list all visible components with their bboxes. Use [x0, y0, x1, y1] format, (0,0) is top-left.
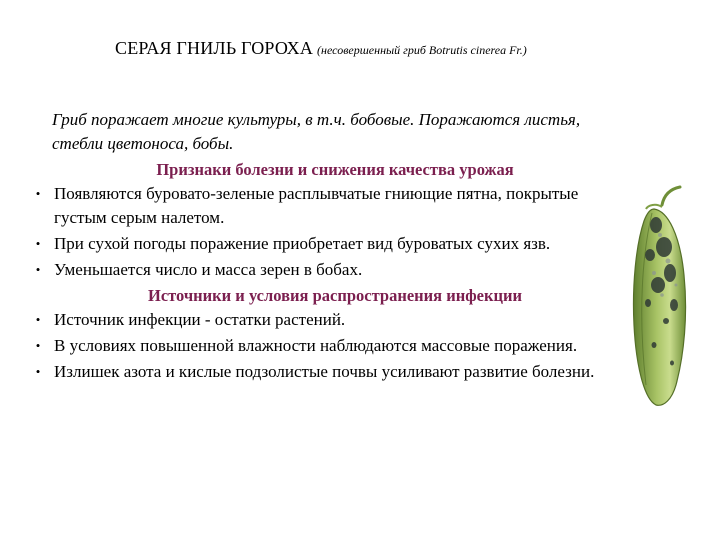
- bullet-icon: •: [35, 312, 41, 327]
- list-item: [30, 182, 620, 230]
- section-heading-symptoms: Признаки болезни и снижения качества урожая: [156, 160, 514, 179]
- title-main: СЕРАЯ ГНИЛЬ ГОРОХА: [115, 38, 314, 58]
- infected-pea-pod-image: [618, 185, 698, 410]
- list-item-text: В условиях повышенной влажности наблюдаются массовые поражения.: [54, 336, 578, 355]
- bullet-icon: •: [35, 186, 41, 201]
- list-item-text: Уменьшается число и масса зерен в бобах.: [54, 260, 363, 279]
- title-subtitle: (несовершенный гриб Botrutis cinerea Fr.): [317, 43, 527, 57]
- bullet-icon: •: [35, 262, 41, 277]
- list-item-text: Излишек азота и кислые подзолистые почвы усиливают развитие болезни.: [54, 362, 595, 381]
- slide-content: [30, 108, 620, 386]
- intro-paragraph: Гриб поражает многие культуры, в т.ч. бобовые. Поражаются листья, стебли цветоноса, бобы.: [52, 110, 581, 153]
- symptoms-list: [30, 182, 620, 282]
- list-item: [30, 258, 620, 282]
- slide-title: [115, 38, 527, 59]
- sources-list: [30, 308, 620, 384]
- list-item: [30, 308, 620, 332]
- section-heading-sources: Источники и условия распространения инфекции: [147, 286, 522, 305]
- list-item-text: При сухой погоды поражение приобретает вид буроватых сухих язв.: [54, 234, 551, 253]
- bullet-icon: •: [35, 236, 41, 251]
- bullet-icon: •: [35, 338, 41, 353]
- list-item-text: Источник инфекции - остатки растений.: [54, 310, 346, 329]
- list-item-text: Появляются буровато-зеленые расплывчатые гниющие пятна, покрытые густым серым налетом.: [54, 184, 579, 227]
- list-item: [30, 334, 620, 358]
- list-item: [30, 232, 620, 256]
- bullet-icon: •: [35, 364, 41, 379]
- list-item: [30, 360, 620, 384]
